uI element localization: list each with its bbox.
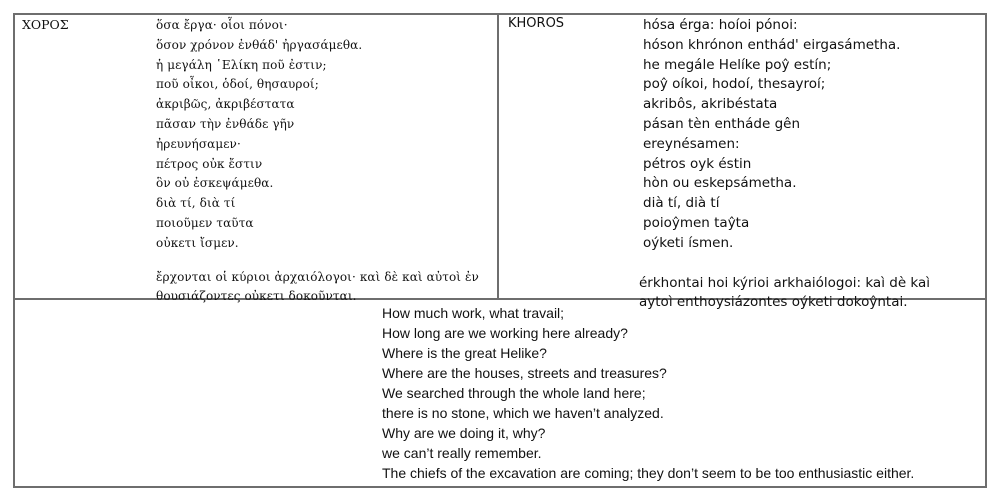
greek-line: ὃν οὐ ἐσκεψάμεθα. [156,176,274,191]
translit-speaker-label: KHOROS [508,16,565,31]
translit-line: akribôs, akribéstata [643,96,778,113]
english-line: We searched through the whole land here; [382,385,646,401]
greek-speaker-label: ΧΟΡΟΣ [22,17,69,32]
greek-line: ἠρευνήσαμεν· [156,136,241,151]
english-line: How much work, what travail; [382,305,565,321]
english-line: How long are we working here already? [382,325,628,341]
translit-line: hòn ou eskepsámetha. [643,175,797,192]
translit-prose-line: aytoì enthoysiázontes oýketi dokoŷntai. [639,294,908,311]
stanza-gap [643,254,930,274]
english-line: Why are we doing it, why? [382,425,546,441]
english-line: Where are the houses, streets and treasures? [382,365,667,381]
translit-line: hóson khrónon enthád' eirgasámetha. [643,36,901,53]
english-line: Where is the great Helike? [382,345,547,361]
translit-line: hósa érga: hoíoi pónoi: [643,17,798,33]
translit-prose-line: érkhontai hoi kýrioi arkhaiólogoi: kaì dè kaì [639,274,931,291]
english-line: there is no stone, which we haven’t analyzed. [382,405,664,421]
translit-line: dià tí, dià tí [643,195,720,212]
greek-line: ἡ μεγάλη ῾Ελίκη ποῦ ἐστιν; [156,57,327,72]
greek-line: ἀκριβῶς, ἀκριβέστατα [156,97,295,112]
translit-line: pétros oyk éstin [643,155,752,172]
english-translation-block [382,303,914,483]
greek-line: ὅσα ἔργα· οἷοι πόνοι· [156,18,288,32]
greek-line: διὰ τί, διὰ τί [156,196,236,211]
greek-line: ὅσον χρόνον ἐνθάδ' ἠργασάμεθα. [156,37,363,52]
translit-line: pásan tèn entháde gên [643,115,801,132]
translit-line: poioŷmen taŷta [643,214,750,231]
greek-line: ποῦ οἶκοι, ὁδοί, θησαυροί; [156,77,319,92]
greek-line: οὐκετι ἴσμεν. [156,235,239,250]
greek-line: ποιοῦμεν ταῦτα [156,215,254,230]
greek-prose-line: ἔρχονται οἱ κύριοι ἀρχαιόλογοι· καὶ δὲ καὶ αὐτοὶ ἐν [156,269,479,284]
translit-line: he megále Helíke poŷ estín; [643,56,832,73]
column-divider [497,13,499,300]
english-line: The chiefs of the excavation are coming; they don’t seem to be too enthusiastic either. [382,465,915,481]
translit-line: oýketi ísmen. [643,234,734,251]
greek-prose-line: θουσιάζοντες οὐκετι δοκοῦνται. [156,289,357,304]
translit-text-block [639,16,931,313]
translit-line: ereynésamen: [643,135,740,152]
stanza-gap [156,254,479,268]
greek-text-block [156,16,479,307]
greek-line: πέτρος οὐκ ἔστιν [156,156,263,171]
greek-line: πᾶσαν τὴν ἐνθάδε γῆν [156,116,295,131]
translit-line: poŷ oíkoi, hodoí, thesayroí; [643,76,826,93]
english-line: we can’t really remember. [382,445,542,461]
